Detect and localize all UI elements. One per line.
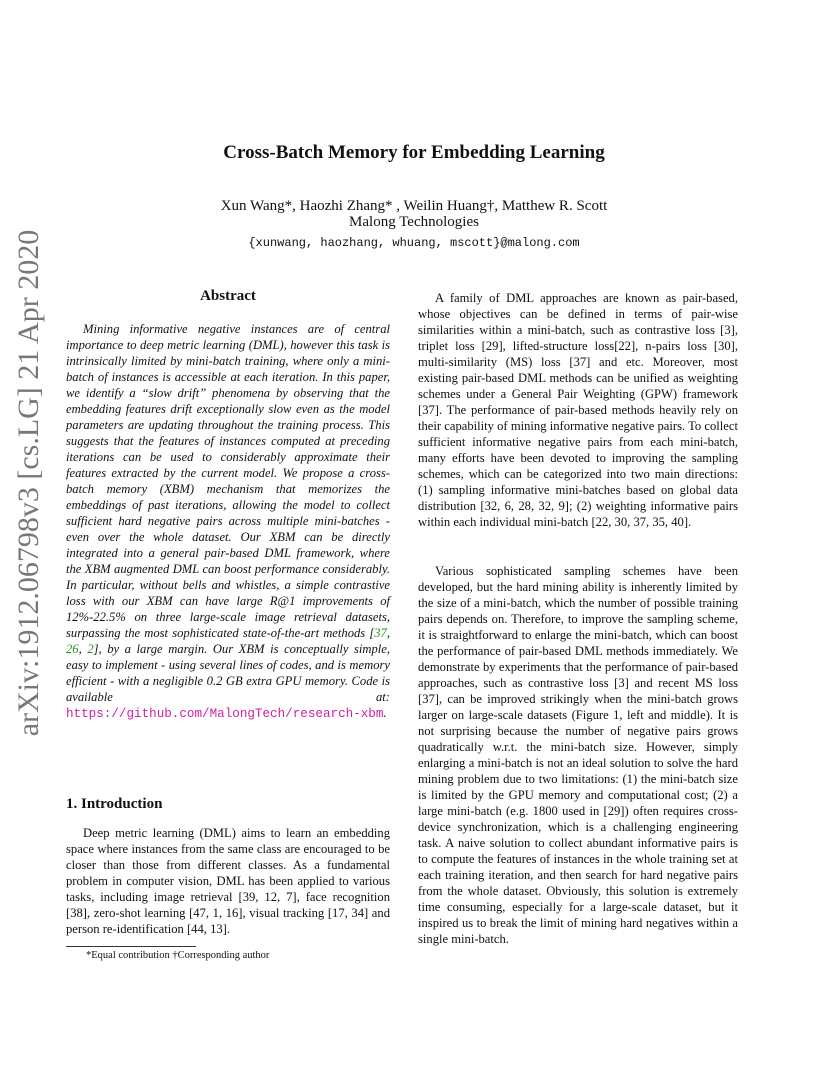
authors: Xun Wang*, Haozhi Zhang* , Weilin Huang†, Matthew R. Scott	[220, 198, 608, 214]
intro-body	[66, 825, 390, 937]
affiliation: Malong Technologies	[349, 214, 479, 230]
citation-link[interactable]: 37	[374, 626, 387, 640]
emails: {xunwang, haozhang, whuang, mscott}@malong.com	[248, 236, 580, 250]
arxiv-stamp-text: arXiv:1912.06798v3 [cs.LG] 21 Apr 2020	[12, 229, 45, 736]
paper-title: Cross-Batch Memory for Embedding Learning	[223, 142, 605, 163]
citation-link[interactable]: 2	[87, 642, 94, 656]
abstract-body: Mining informative negative instances are of central importance to deep metric learning (DML), however this task is intrinsically limited by mini-batch training, where only a mini-batch of instances is accessible at each iteration. In this paper, we identify a “slow drift” phenomena by observing that the embedding features drift exceptionally slow even as the model parameters are updating throughout the training process. This suggests that the features of instances computed at preceding iterations can be used to considerably approximate their features extracted by the current model. We propose a cross-batch memory (XBM) mechanism that memorizes the embeddings of past iterations, allowing the model to collect sufficient hard negative pairs across multiple mini-batches - even over the whole dataset. Our XBM can be directly integrated into a general pair-based DML framework, where the XBM augmented DML can boost performance considerably. In particular, without bells and whistles, a simple contrastive loss with our XBM can have large R@1 improvements of 12%-22.5% on three large-scale image retrieval datasets, surpassing the most sophisticated state-of-the-art methods [37, 26, 2], by a large margin. Our XBM is conceptually simple, easy to implement - using several lines of codes, and is memory efficient - with a negligible 0.2 GB extra GPU memory. Code is available at: https://github.com/MalongTech/research-xbm.	[66, 322, 390, 721]
footnote-rule	[66, 946, 196, 947]
arxiv-stamp	[12, 229, 45, 736]
right-paragraph-1-text: A family of DML approaches are known as pair-based, whose objectives can be defined in terms of pair-wise similarities within a mini-batch, such as contrastive loss [3], triplet loss [29], lifted-structure loss[22], n-pairs loss [30], multi-similarity (MS) loss [37] and etc. Moreover, most existing pair-based DML methods can be unified as weighting schemes under a General Pair Weighting (GPW) framework [37]. The performance of pair-based methods heavily rely on their capability of mining informative negative pairs. To collect sufficient informative negative pairs from each mini-batch, many efforts have been devoted to improving the sampling schemes, which can be categorized into two main directions: (1) sampling informative mini-batches based on global data distribution [32, 6, 28, 32, 9]; (2) weighting informative pairs within each individual mini-batch [22, 30, 37, 35, 40].	[418, 291, 738, 529]
intro-heading: 1. Introduction	[66, 796, 163, 812]
right-paragraph-1	[418, 290, 738, 530]
abstract-text-1: Mining informative negative instances are of central importance to deep metric learning (DML), however this task is intrinsically limited by mini-batch training, where only a mini-batch of instances is accessible at each iteration. In this paper, we identify a “slow drift” phenomena by observing that the embedding features drift exceptionally slow even as the model parameters are updating throughout the training process. This suggests that the features of instances computed at preceding iterations can be used to considerably approximate their features extracted by the current model. We propose a cross-batch memory (XBM) mechanism that memorizes the embeddings of past iterations, allowing the model to collect sufficient hard negative pairs across multiple mini-batches - even over the whole dataset. Our XBM can be directly integrated into a general pair-based DML framework, where the XBM augmented DML can boost performance considerably. In particular, without bells and whistles, a simple contrastive loss with our XBM can have large R@1 improvements of 12%-22.5% on three large-scale image retrieval datasets, surpassing the most sophisticated state-of-the-art methods [	[66, 322, 390, 640]
code-link[interactable]: https://github.com/MalongTech/research-xbm	[66, 707, 384, 721]
right-paragraph-2	[418, 563, 738, 947]
right-paragraph-2-text: Various sophisticated sampling schemes have been developed, but the hard mining ability is inherently limited by the size of a mini-batch, which the number of possible training pairs depends on. Therefore, to improve the sampling scheme, it is straightforward to enlarge the mini-batch, which can boost the performance of pair-based DML methods immediately. We demonstrate by experiments that the performance of pair-based approaches, such as contrastive loss [3] and recent MS loss [37], can be improved strikingly when the mini-batch grows larger on large-scale datasets (Figure 1, left and middle). It is not surprising because the number of negative pairs grows quadratically w.r.t. the mini-batch size. However, simply enlarging a mini-batch is not an ideal solution to solve the hard mining problem due to two limitations: (1) the mini-batch size is limited by the GPU memory and computational cost; (2) a large mini-batch (e.g. 1800 used in [29]) often requires cross-device synchronization, which is a challenging engineering task. A naive solution to collect abundant informative pairs is to compute the features of instances in the whole training set at each training iteration, and then search for hard negative pairs from the whole dataset. Obviously, this solution is extremely time consuming, especially for a large-scale dataset, but it inspired us to break the limit of mining hard negatives within a single mini-batch.	[418, 564, 738, 946]
abstract-heading: Abstract	[200, 288, 256, 304]
citation-link[interactable]: 26	[66, 642, 79, 656]
intro-paragraph: Deep metric learning (DML) aims to learn an embedding space where instances from the same class are encouraged to be closer than those from different classes. As a fundamental problem in computer vision, DML has been applied to various tasks, including image retrieval [39, 12, 7], face recognition [38], zero-shot learning [47, 1, 16], visual tracking [17, 34] and person re-identification [44, 13].	[66, 826, 390, 936]
footnote: *Equal contribution †Corresponding author	[86, 950, 270, 961]
abstract-text-2: ], by a large margin. Our XBM is conceptually simple, easy to implement - using several lines of codes, and is memory efficient - with a negligible 0.2 GB extra GPU memory. Code is available at:	[66, 642, 390, 704]
